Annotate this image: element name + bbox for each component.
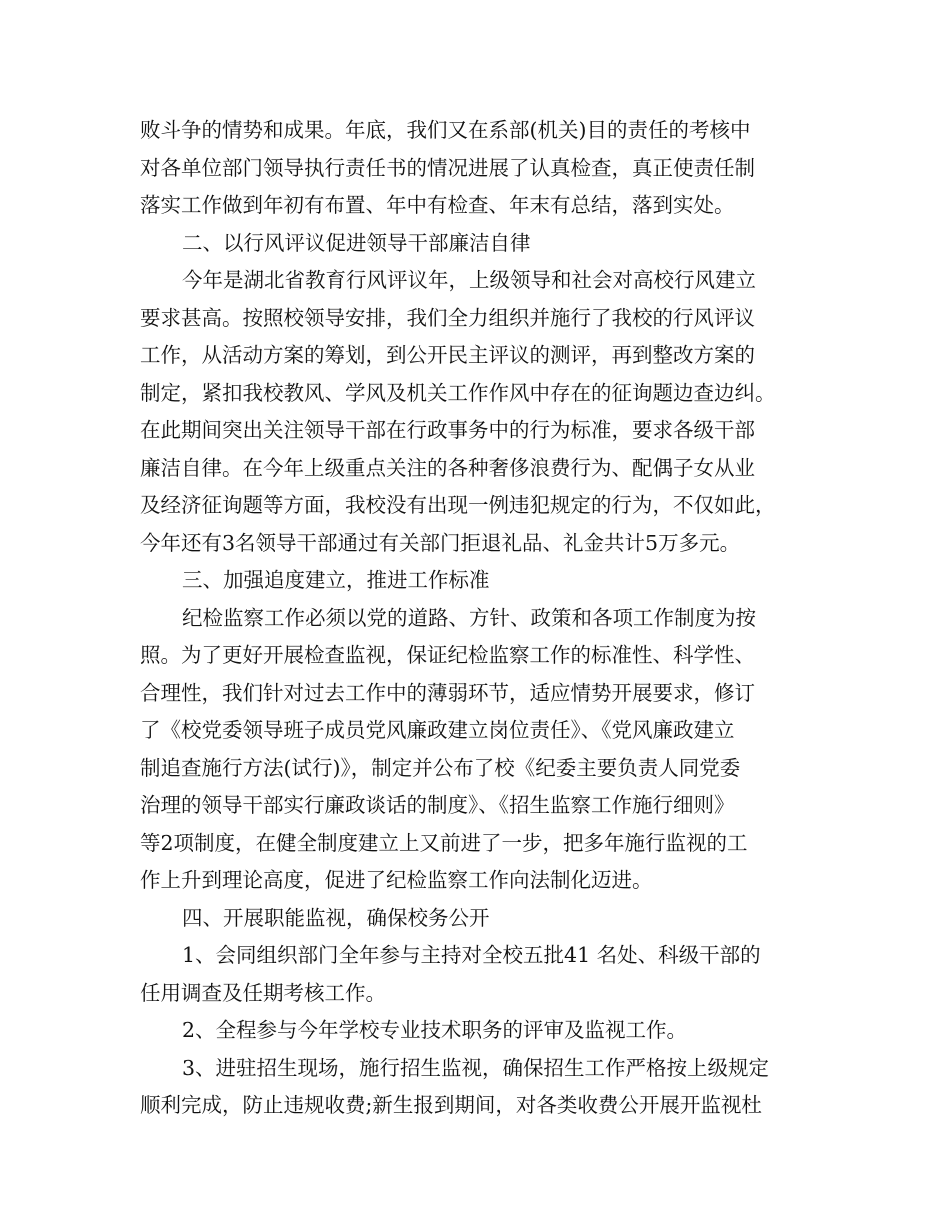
section-heading-3: 三、加强追度建立，推进工作标准 [182, 568, 490, 592]
body-line-12: 今年还有3名领导干部通过有关部门拒退礼品、礼金共计5万多元。 [140, 530, 741, 555]
body-line-6: 要求甚高。按照校领导安排，我们全力组织并施行了我校的行风评议 [140, 305, 755, 330]
body-line-16: 合理性，我们针对过去工作中的薄弱环节，适应情势开展要求，修订 [140, 680, 755, 705]
body-line-20: 等2项制度，在健全制度建立上又前进了一步，把多年施行监视的工 [140, 830, 748, 855]
body-line-3: 落实工作做到年初有布置、年中有检查、年末有总结，落到实处。 [140, 193, 735, 217]
section-heading-2: 二、以行风评议促进领导干部廉洁自律 [182, 230, 531, 255]
body-line-5: 今年是湖北省教育行风评议年，上级领导和社会对高校行风建立 [182, 268, 756, 292]
body-line-19: 治理的领导干部实行廉政谈话的制度》、《招生监察工作施行细则》 [140, 793, 735, 817]
body-line-21: 作上升到理论高度，促进了纪检监察工作向法制化迈进。 [140, 868, 653, 892]
body-line-15: 照。为了更好开展检查监视，保证纪检监察工作的标准性、科学性、 [140, 643, 755, 667]
body-line-8: 制定，紧扣我校教风、学风及机关工作作风中存在的征询题边查边纠。 [140, 380, 776, 405]
body-line-7: 工作，从活动方案的筹划，到公开民主评议的测评，再到整改方案的 [140, 343, 755, 367]
body-line-1: 败斗争的情势和成果。年底，我们又在系部(机关)目的责任的考核中 [140, 118, 751, 142]
body-line-10: 廉洁自律。在今年上级重点关注的各种奢侈浪费行为、配偶子女从业 [140, 455, 755, 480]
list-item-2: 2、全程参与今年学校专业技术职务的评审及监视工作。 [182, 1018, 688, 1042]
body-line-2: 对各单位部门领导执行责任书的情况进展了认真检查，真正使责任制 [140, 155, 755, 180]
body-line-17: 了《校党委领导班子成员党风廉政建立岗位责任》、《党风廉政建立 [140, 718, 735, 742]
list-item-1: 1、会同组织部门全年参与主持对全校五批41 名处、科级干部的 [182, 943, 761, 967]
body-line-18: 制追查施行方法(试行)》，制定并公布了校《纪委主要负责人同党委 [140, 755, 741, 780]
list-item-3: 3、进驻招生现场，施行招生监视，确保招生工作严格按上级规定 [182, 1055, 770, 1080]
list-item-3-continued: 顺利完成，防止违规收费;新生报到期间，对各类收费公开展开监视杜 [140, 1093, 762, 1117]
document-body [140, 112, 820, 1125]
body-line-14: 纪检监察工作必须以党的道路、方针、政策和各项工作制度为按 [182, 605, 756, 630]
body-line-9: 在此期间突出关注领导干部在行政事务中的行为标准，要求各级干部 [140, 418, 755, 442]
body-line-11: 及经济征询题等方面，我校没有出现一例违犯规定的行为，不仅如此， [140, 493, 776, 517]
list-item-1-continued: 任用调查及任期考核工作。 [140, 980, 386, 1005]
section-heading-4: 四、开展职能监视，确保校务公开 [182, 905, 490, 930]
